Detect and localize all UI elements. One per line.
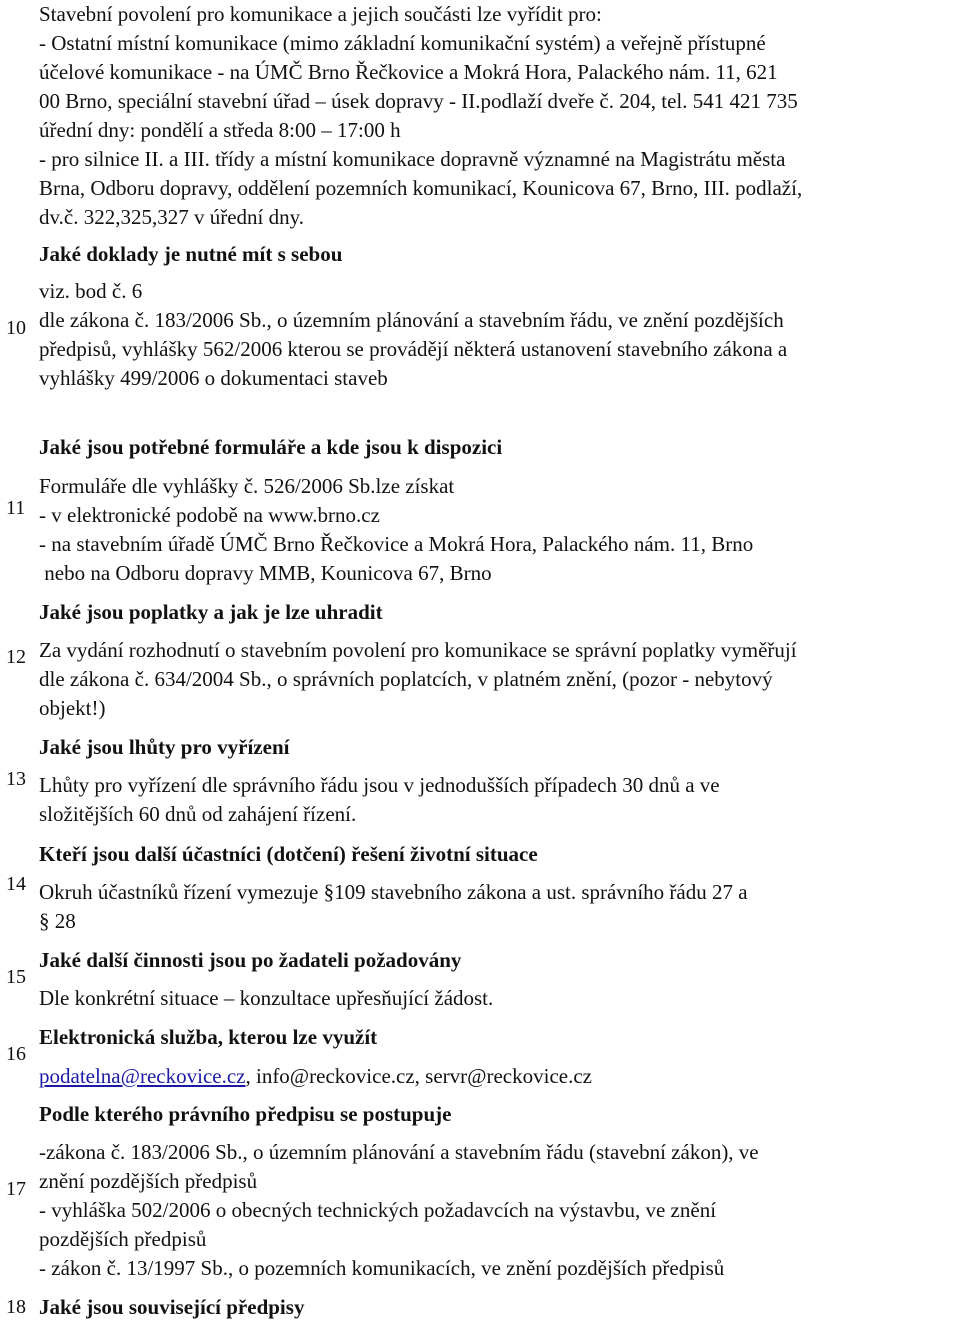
section-13-line: složitějších 60 dnů od zahájení řízení. (39, 802, 357, 826)
section-11-line: - v elektronické podobě na www.brno.cz (39, 503, 380, 527)
section-11-line: - na stavebním úřadě ÚMČ Brno Řečkovice a Mokrá Hora, Palackého nám. 11, Brno (39, 532, 754, 556)
section-10-line: předpisů, vyhlášky 562/2006 kterou se provádějí některá ustanovení stavebního zákona a (39, 337, 788, 361)
intro-line: 00 Brno, speciální stavební úřad – úsek dopravy - II.podlaží dveře č. 204, tel. 541 421 735 (39, 89, 798, 113)
section-10-number: 10 (6, 317, 26, 339)
section-17-line: - vyhláška 502/2006 o obecných technických požadavcích na výstavbu, ve znění (39, 1198, 717, 1222)
section-17-line: pozdějších předpisů (39, 1227, 207, 1251)
section-12-line: dle zákona č. 634/2004 Sb., o správních poplatcích, v platném znění, (pozor - nebytový (39, 667, 773, 691)
intro-line: úřední dny: pondělí a středa 8:00 – 17:00 h (39, 118, 401, 142)
section-17-line: - zákon č. 13/1997 Sb., o pozemních komunikacích, ve znění pozdějších předpisů (39, 1256, 725, 1280)
intro-line: Brna, Odboru dopravy, oddělení pozemních komunikací, Kounicova 67, Brno, III. podlaží, (39, 176, 803, 200)
section-12-line: Za vydání rozhodnutí o stavebním povolení pro komunikace se správní poplatky vyměřují (39, 638, 797, 662)
section-15-heading: Jaké další činnosti jsou po žadateli požadovány (39, 948, 462, 972)
section-16-heading: Elektronická služba, kterou lze využít (39, 1025, 378, 1049)
section-12-line: objekt!) (39, 696, 106, 720)
section-14-heading: Kteří jsou další účastníci (dotčení) řešení životní situace (39, 842, 538, 866)
email-link[interactable]: podatelna@reckovice.cz (39, 1064, 246, 1088)
intro-line: - Ostatní místní komunikace (mimo základní komunikační systém) a veřejně přístupné (39, 31, 766, 55)
section-14-number: 14 (6, 873, 26, 895)
section-17-line: -zákona č. 183/2006 Sb., o územním plánování a stavebním řádu (stavební zákon), ve (39, 1140, 759, 1164)
section-13-number: 13 (6, 768, 26, 790)
section-11-line: nebo na Odboru dopravy MMB, Kounicova 67, Brno (39, 561, 492, 585)
section-18-heading: Jaké jsou související předpisy (39, 1295, 305, 1319)
section-10-line: vyhlášky 499/2006 o dokumentaci staveb (39, 366, 388, 390)
section-13-heading: Jaké jsou lhůty pro vyřízení (39, 735, 290, 759)
section-10-line: viz. bod č. 6 (39, 279, 143, 303)
section-17-number: 17 (6, 1178, 26, 1200)
section-11-line: Formuláře dle vyhlášky č. 526/2006 Sb.lze získat (39, 474, 455, 498)
section-18-number: 18 (6, 1296, 26, 1318)
section-15-line: Dle konkrétní situace – konzultace upřesňující žádost. (39, 986, 494, 1010)
section-15-number: 15 (6, 966, 26, 988)
section-14-line: Okruh účastníků řízení vymezuje §109 stavebního zákona a ust. správního řádu 27 a (39, 880, 748, 904)
section-12-heading: Jaké jsou poplatky a jak je lze uhradit (39, 600, 383, 624)
intro-line: dv.č. 322,325,327 v úřední dny. (39, 205, 304, 229)
section-16-contacts (39, 1062, 952, 1091)
intro-line: účelové komunikace - na ÚMČ Brno Řečkovice a Mokrá Hora, Palackého nám. 11, 621 (39, 60, 778, 84)
section-12-number: 12 (6, 646, 26, 668)
section-10-line: dle zákona č. 183/2006 Sb., o územním plánování a stavebním řádu, ve znění pozdějších (39, 308, 784, 332)
section-17-heading: Podle kterého právního předpisu se postupuje (39, 1102, 452, 1126)
section-11-number: 11 (6, 497, 26, 519)
section-16-number: 16 (6, 1043, 26, 1065)
section-17-line: znění pozdějších předpisů (39, 1169, 258, 1193)
section-10-heading: Jaké doklady je nutné mít s sebou (39, 242, 343, 266)
section-16-other-emails: , info@reckovice.cz, servr@reckovice.cz (245, 1064, 592, 1088)
intro-line: Stavební povolení pro komunikace a jejich součásti lze vyřídit pro: (39, 2, 602, 26)
section-14-line: § 28 (39, 909, 76, 933)
section-11-heading: Jaké jsou potřebné formuláře a kde jsou k dispozici (39, 435, 503, 459)
section-13-line: Lhůty pro vyřízení dle správního řádu jsou v jednodušších případech 30 dnů a ve (39, 773, 720, 797)
intro-line: - pro silnice II. a III. třídy a místní komunikace dopravně významné na Magistrátu města (39, 147, 786, 171)
